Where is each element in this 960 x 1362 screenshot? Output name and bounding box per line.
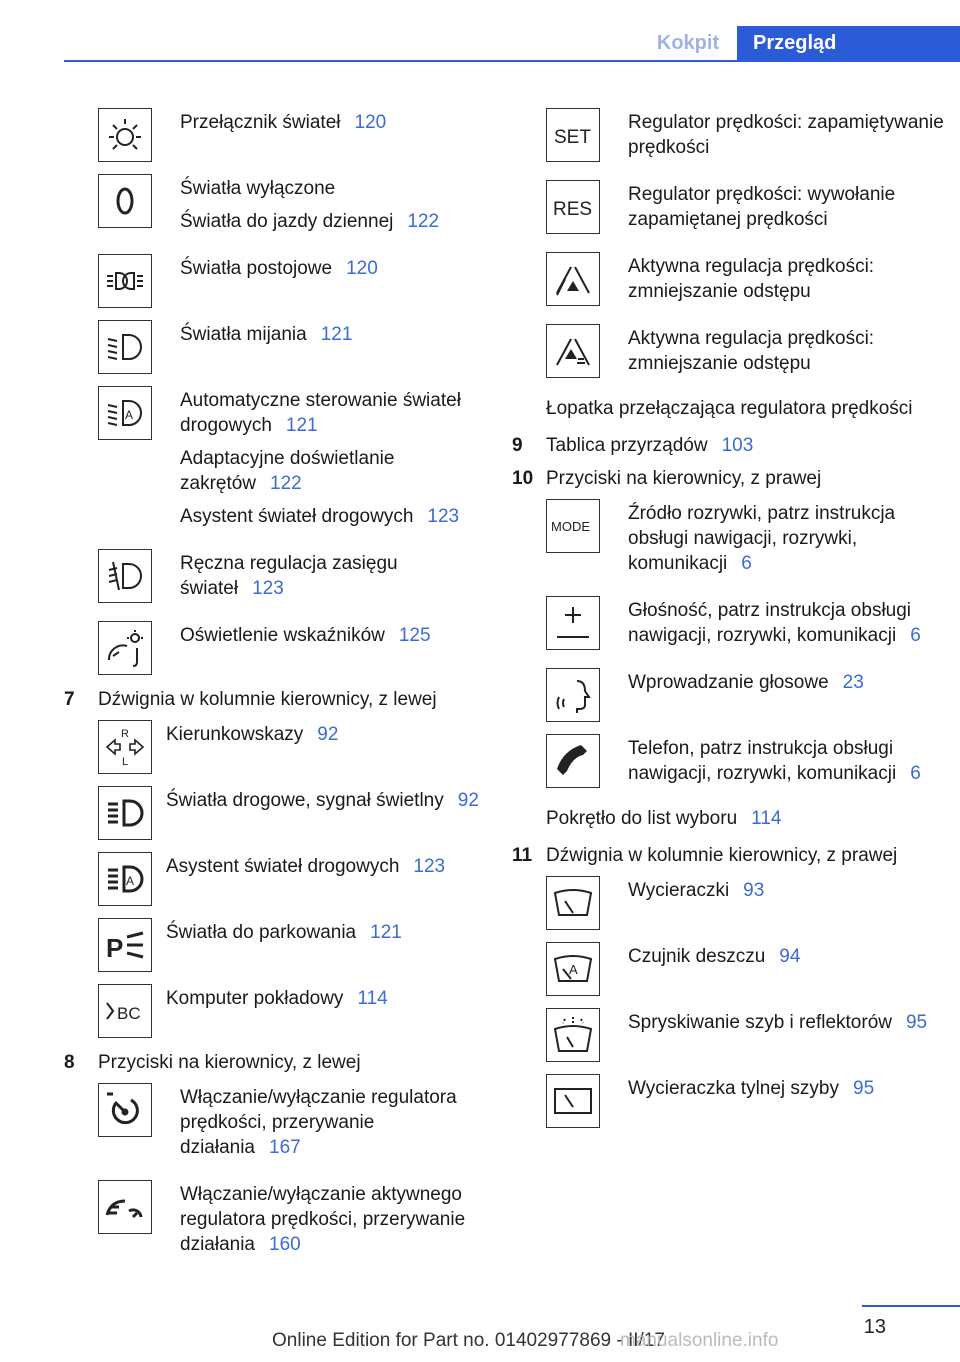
mode-label: MODE <box>551 519 590 534</box>
item-auto-highbeam <box>98 386 484 537</box>
item-rain-sensor <box>546 942 952 996</box>
auto-highbeam-icon <box>98 386 152 440</box>
page-link[interactable]: 125 <box>398 625 431 646</box>
item-text: Wycieraczka tylnej szyby <box>628 1078 839 1099</box>
watermark: manualsonline.info <box>620 1330 779 1351</box>
turn-signal-icon <box>98 720 152 774</box>
item-text: Telefon, patrz instrukcja obsługi nawigacji, rozrywki, komunikacji <box>628 738 897 784</box>
instrument-lighting-icon <box>98 621 152 675</box>
wipers-icon <box>546 876 600 930</box>
item-text: Światła wyłączone <box>180 178 336 199</box>
highbeam-assist-icon <box>98 852 152 906</box>
item-text: Oświetlenie wskaźników <box>180 625 385 646</box>
set-label: SET <box>554 127 591 148</box>
rear-wiper-icon <box>546 1074 600 1128</box>
active-cruise-icon <box>98 1180 152 1234</box>
page-link[interactable]: 103 <box>721 435 754 456</box>
item-text: Aktywna regulacja prędkości: zmniejszanie odstępu <box>628 328 875 374</box>
parking-lights-icon <box>98 254 152 308</box>
section-number: 10 <box>512 468 534 489</box>
item-text: Wprowadzanie głosowe <box>628 672 829 693</box>
item-lights-off <box>98 174 484 242</box>
knob-text <box>546 806 952 831</box>
item-phone <box>546 734 952 794</box>
item-turn-signal <box>98 720 484 774</box>
set-icon <box>546 108 600 162</box>
page-link[interactable]: 114 <box>751 808 782 829</box>
item-text: Światła postojowe <box>180 258 333 279</box>
section-10 <box>512 466 952 491</box>
page-link[interactable]: 6 <box>910 763 921 784</box>
page-link[interactable]: 123 <box>413 856 446 877</box>
section-title: Dźwignia w kolumnie kierownicy, z prawej <box>546 845 898 866</box>
page-link[interactable]: 123 <box>427 506 460 527</box>
item-text: Kierunkowskazy <box>166 724 304 745</box>
section-title: Dźwignia w kolumnie kierownicy, z lewej <box>98 689 437 710</box>
svg-text:A: A <box>125 408 134 422</box>
footer-rule <box>862 1305 960 1307</box>
right-column <box>512 108 952 1140</box>
low-beam-icon <box>98 320 152 374</box>
rocker-text: Łopatka przełączająca regulatora prędkości <box>546 398 913 419</box>
page-link[interactable]: 93 <box>743 880 765 901</box>
item-highbeam-assist <box>98 852 484 906</box>
headlight-range-icon <box>98 549 152 603</box>
distance-decrease-icon <box>546 252 600 306</box>
section-title: Tablica przyrządów <box>546 435 708 456</box>
res-icon <box>546 180 600 234</box>
item-res <box>546 180 952 240</box>
item-parking-light <box>98 918 484 972</box>
cruise-control-icon <box>98 1083 152 1137</box>
page-link[interactable]: 167 <box>269 1137 301 1158</box>
item-headlight-range <box>98 549 484 609</box>
header-rule <box>64 60 960 62</box>
item-cruise-control <box>98 1083 484 1168</box>
item-set <box>546 108 952 168</box>
mode-icon <box>546 499 600 553</box>
item-text: Wycieraczki <box>628 880 730 901</box>
section-number: 7 <box>64 689 75 710</box>
light-switch-icon <box>98 108 152 162</box>
page-link[interactable]: 6 <box>741 553 752 574</box>
tab-kokpit[interactable]: Kokpit <box>656 32 720 54</box>
item-text: Komputer pokładowy <box>166 988 344 1009</box>
rain-sensor-icon <box>546 942 600 996</box>
svg-text:P: P <box>106 933 124 963</box>
section-number: 9 <box>512 435 523 456</box>
item-distance-2 <box>546 324 952 384</box>
item-rear-wiper <box>546 1074 952 1128</box>
edition-text: Online Edition for Part no. 01402977869 - II/17 <box>272 1330 665 1351</box>
item-text: Głośność, patrz instrukcja obsługi nawigacji, rozrywki, komunikacji <box>628 600 912 646</box>
item-wipers <box>546 876 952 930</box>
svg-text:BC: BC <box>117 1004 141 1023</box>
page-link[interactable]: 123 <box>252 578 284 599</box>
section-9 <box>512 433 952 458</box>
page-link[interactable]: 120 <box>346 258 378 279</box>
distance-decrease-icon <box>546 324 600 378</box>
item-text: Czujnik deszczu <box>628 946 766 967</box>
onboard-computer-icon <box>98 984 152 1038</box>
page-link[interactable]: 95 <box>905 1012 928 1033</box>
item-voice <box>546 668 952 722</box>
item-high-beam <box>98 786 484 840</box>
parking-light-icon <box>98 918 152 972</box>
res-label: RES <box>553 199 593 220</box>
item-text: Włączanie/wyłączanie aktywnego regulatora prędkości, przerywanie działania <box>180 1184 466 1255</box>
section-title: Przyciski na kierownicy, z lewej <box>98 1052 361 1073</box>
section-number: 8 <box>64 1052 75 1073</box>
item-text: Ręczna regulacja zasięgu świateł <box>180 553 398 599</box>
item-text: Automatyczne sterowanie świateł drogowych <box>180 390 461 436</box>
lights-off-icon <box>98 174 152 228</box>
item-onboard-computer <box>98 984 484 1038</box>
item-instrument-lighting <box>98 621 484 675</box>
page-link[interactable]: 120 <box>354 112 387 133</box>
item-text: Światła do jazdy dziennej <box>180 211 394 232</box>
page-link[interactable]: 92 <box>317 724 339 745</box>
page-link[interactable]: 114 <box>357 988 388 1009</box>
item-text: Adaptacyjne doświetlanie zakrętów <box>180 448 395 494</box>
item-text: Źródło rozrywki, patrz instrukcja obsługi nawigacji, rozrywki, komunikacji <box>628 503 896 574</box>
page-link[interactable]: 94 <box>779 946 801 967</box>
svg-text:L: L <box>122 756 129 768</box>
item-light-switch <box>98 108 484 162</box>
page-link[interactable]: 92 <box>457 790 479 811</box>
item-washer <box>546 1008 952 1062</box>
page-link[interactable]: 122 <box>270 473 302 494</box>
washer-icon <box>546 1008 600 1062</box>
item-text: Włączanie/wyłączanie regulatora prędkości, przerywanie działania <box>180 1087 457 1158</box>
voice-input-icon <box>546 668 600 722</box>
section-11 <box>512 843 952 868</box>
svg-text:A: A <box>569 962 578 977</box>
page-link[interactable]: 121 <box>285 415 318 436</box>
page-link[interactable]: 121 <box>370 922 402 943</box>
left-column <box>64 108 484 1277</box>
section-title: Przyciski na kierownicy, z prawej <box>546 468 822 489</box>
section-7 <box>64 687 484 712</box>
item-text: Przełącznik świateł <box>180 112 341 133</box>
phone-icon <box>546 734 600 788</box>
page-link[interactable]: 23 <box>842 672 864 693</box>
page-link[interactable]: 6 <box>910 625 921 646</box>
svg-text:A: A <box>126 874 135 888</box>
knob-label: Pokrętło do list wyboru <box>546 808 738 829</box>
item-mode <box>546 499 952 584</box>
item-text: Światła drogowe, sygnał świetlny <box>166 790 444 811</box>
volume-icon <box>546 596 600 650</box>
item-text: Światła do parkowania <box>166 922 357 943</box>
section-8 <box>64 1050 484 1075</box>
section-number: 11 <box>512 845 533 866</box>
item-text: Asystent świateł drogowych <box>180 506 414 527</box>
item-text: Regulator prędkości: wywołanie zapamiętanej prędkości <box>628 184 896 230</box>
item-text: Regulator prędkości: zapamiętywanie prędkości <box>628 112 944 158</box>
page-link[interactable]: 121 <box>320 324 353 345</box>
tab-przeglad[interactable]: Przegląd <box>737 26 960 60</box>
item-text: Światła mijania <box>180 324 307 345</box>
page-number: 13 <box>863 1316 886 1338</box>
item-active-cruise <box>98 1180 484 1265</box>
svg-text:R: R <box>121 728 129 740</box>
item-low-beam <box>98 320 484 374</box>
high-beam-icon <box>98 786 152 840</box>
item-volume <box>546 596 952 656</box>
item-text: Spryskiwanie szyb i reflektorów <box>628 1012 892 1033</box>
page-link[interactable]: 122 <box>407 211 440 232</box>
item-text: Aktywna regulacja prędkości: zmniejszanie odstępu <box>628 256 875 302</box>
item-text: Asystent świateł drogowych <box>166 856 400 877</box>
page-link[interactable]: 95 <box>853 1078 875 1099</box>
page-link[interactable]: 160 <box>269 1234 301 1255</box>
item-distance-1 <box>546 252 952 312</box>
item-parking-lights <box>98 254 484 308</box>
